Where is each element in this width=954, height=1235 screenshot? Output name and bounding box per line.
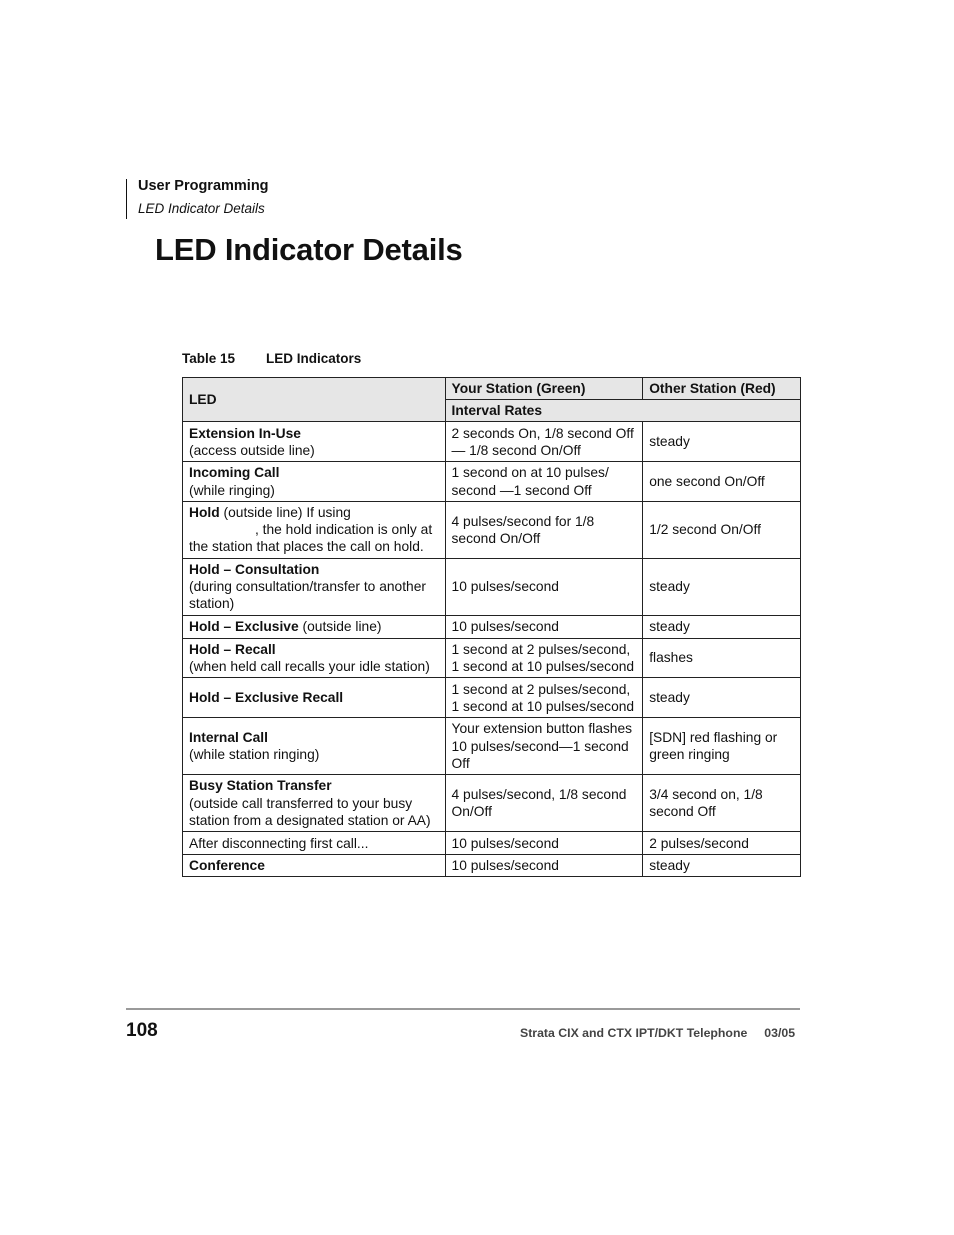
other-station-cell: steady — [643, 678, 801, 718]
led-name: Conference — [189, 858, 265, 874]
other-station-cell: steady — [643, 855, 801, 877]
led-description: (while ringing) — [189, 482, 275, 498]
footer-rule — [126, 1008, 800, 1010]
led-cell — [183, 615, 446, 638]
your-station-cell: 1 second at 2 pulses/second, 1 second at 10 pulses/second — [445, 678, 643, 718]
led-name: Extension In-Use — [189, 425, 301, 441]
led-name: Busy Station Transfer — [189, 778, 332, 794]
led-name: Hold – Exclusive Recall — [189, 690, 344, 706]
led-name: Internal Call — [189, 730, 268, 746]
table-row — [183, 832, 801, 855]
table-row — [183, 422, 801, 462]
led-indicators-table — [182, 377, 801, 877]
your-station-cell: 10 pulses/second — [445, 558, 643, 615]
table-row — [183, 718, 801, 775]
led-description: (outside call transferred to your busy station from a designated station or AA) — [189, 795, 431, 828]
table-row — [183, 501, 801, 558]
header-your-station: Your Station (Green) — [445, 378, 643, 400]
page-title: LED Indicator Details — [155, 232, 463, 267]
led-cell — [183, 775, 446, 832]
led-name: Hold – Recall — [189, 641, 276, 657]
other-station-cell: one second On/Off — [643, 462, 801, 501]
table-row — [183, 775, 801, 832]
led-cell — [183, 855, 446, 877]
table-row — [183, 678, 801, 718]
led-description-continued: , the hold indication is only at the station that places the call on hold. — [189, 522, 433, 555]
other-station-cell: steady — [643, 422, 801, 462]
document-title: Strata CIX and CTX IPT/DKT Telephone — [520, 1026, 748, 1040]
your-station-cell: 4 pulses/second, 1/8 second On/Off — [445, 775, 643, 832]
your-station-cell: 4 pulses/second for 1/8 second On/Off — [445, 501, 643, 558]
led-cell — [183, 638, 446, 677]
led-cell — [183, 501, 446, 558]
other-station-cell: 3/4 second on, 1/8 second Off — [643, 775, 801, 832]
led-name: Hold — [189, 505, 220, 520]
led-description: (access outside line) — [189, 442, 315, 458]
led-description: (while station ringing) — [189, 747, 320, 763]
led-cell — [183, 718, 446, 775]
led-cell — [183, 678, 446, 718]
led-description: (when held call recalls your idle station) — [189, 659, 430, 675]
your-station-cell: 2 seconds On, 1/8 second Off — 1/8 second On/Off — [445, 422, 643, 462]
table-caption — [182, 351, 362, 366]
your-station-cell: 10 pulses/second — [445, 855, 643, 877]
header-interval-rates: Interval Rates — [445, 400, 800, 422]
led-name: Incoming Call — [189, 465, 280, 481]
your-station-cell: Your extension button flashes 10 pulses/second—1 second Off — [445, 718, 643, 775]
running-header-section: User Programming — [138, 178, 269, 194]
your-station-cell: 1 second at 2 pulses/second, 1 second at 10 pulses/second — [445, 638, 643, 677]
your-station-cell: 1 second on at 10 pulses/ second —1 second Off — [445, 462, 643, 501]
header-rule — [126, 179, 127, 219]
table-number: Table 15 — [182, 351, 236, 366]
your-station-cell: 10 pulses/second — [445, 832, 643, 855]
other-station-cell: steady — [643, 558, 801, 615]
document-date: 03/05 — [764, 1026, 796, 1040]
page-number: 108 — [126, 1020, 158, 1041]
led-cell — [183, 422, 446, 462]
led-description: (during consultation/transfer to another station) — [189, 579, 426, 612]
other-station-cell: [SDN] red flashing or green ringing — [643, 718, 801, 775]
table-row — [183, 638, 801, 677]
other-station-cell: 2 pulses/second — [643, 832, 801, 855]
led-description: (outside line) If using — [223, 505, 351, 520]
led-cell — [183, 462, 446, 501]
other-station-cell: flashes — [643, 638, 801, 677]
other-station-cell: 1/2 second On/Off — [643, 501, 801, 558]
led-name: Hold – Consultation — [189, 562, 320, 577]
table-row — [183, 462, 801, 501]
your-station-cell: 10 pulses/second — [445, 615, 643, 638]
table-row — [183, 855, 801, 877]
header-led: LED — [183, 378, 446, 422]
footer-text — [520, 1026, 795, 1040]
table-row — [183, 615, 801, 638]
header-other-station: Other Station (Red) — [643, 378, 801, 400]
led-description: (outside line) — [302, 619, 382, 635]
led-cell: After disconnecting first call... — [183, 832, 446, 855]
led-name: Hold – Exclusive — [189, 619, 299, 635]
led-cell — [183, 558, 446, 615]
running-header-subsection: LED Indicator Details — [138, 201, 265, 216]
table-title: LED Indicators — [266, 351, 362, 366]
other-station-cell: steady — [643, 615, 801, 638]
table-row — [183, 558, 801, 615]
